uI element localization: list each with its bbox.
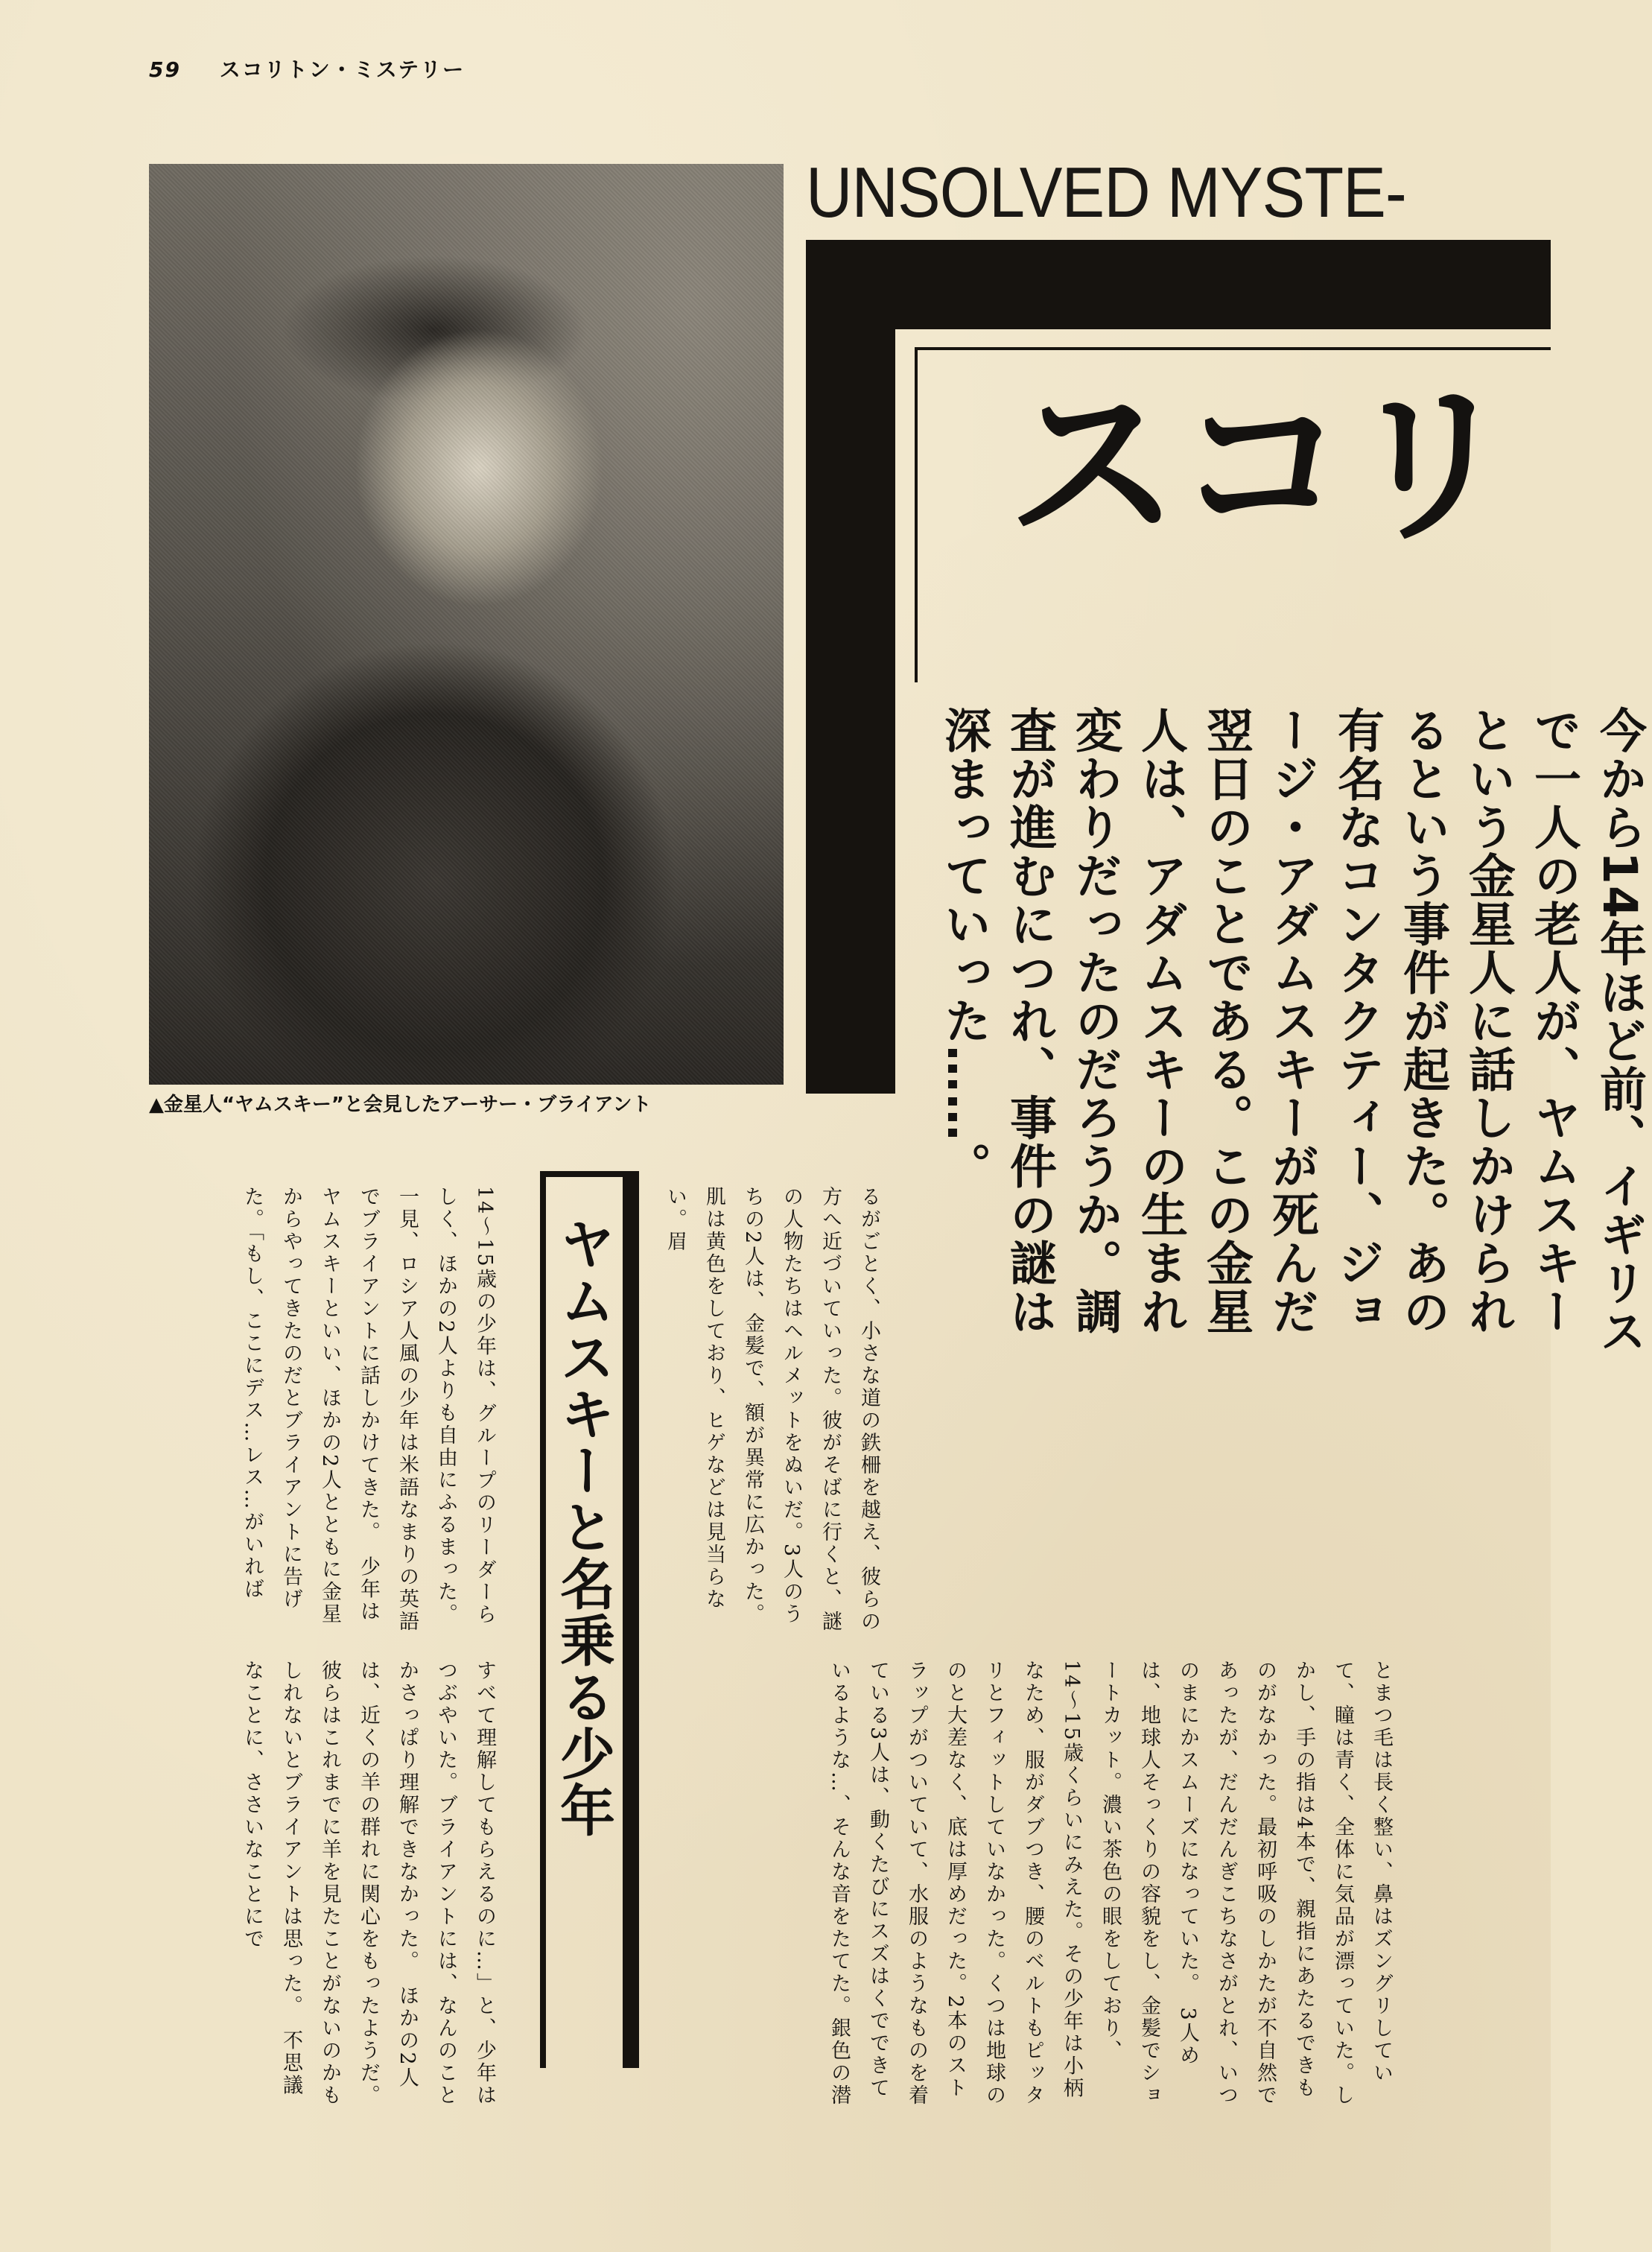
body-column-lower-left	[146, 1660, 503, 2107]
title-frame-horizontal	[806, 240, 1551, 329]
body-text-upper-left: 14〜15歳の少年は、グループのリーダーらしく、ほかの2人よりも自由にふるまった。一見、ロシア人風の少年は米語なまりの英語でブライアントに話しかけてきた。 少年はヤムスキーといい、ほかの2人とともに金星からやってきたのだとブライアントに告げた。「もし、ここにデス…レス…がいれば	[241, 1186, 496, 1633]
lead-paragraph: 今から14年ほど前、イギリスで一人の老人が、ヤムスキーという金星人に話しかけられるという事件が起きた。あの有名なコンタクティー、ジョージ・アダムスキーが死んだ翌日のことである。この金星人は、アダムスキーの生まれ変わりだったのだろうか。調査が進むにつれ、事件の謎は深まっていった……。	[937, 706, 1647, 1356]
body-text-lower-right: とまつ毛は長く整い、鼻はズングリしていて、瞳は青く、全体に気品が漂っていた。しかし、手の指は4本で、親指にあたるできものがなかった。最初呼吸のしかたが不自然であったが、だんだんぎこちなさがとれ、いつのまにかスムーズになっていた。 3人めは、地球人そっくりの容貌をし、金髪でショートカット。濃い茶色の眼をしており、14〜15歳くらいにみえた。その少年は小柄なため、服がダブつき、腰のベルトもピッタリとフィットしていなかった。くつは地球ののと大差なく、底は厚めだった。2本のストラップがついていて、水服のようなものを着ている3人は、動くたびにスズはくでできているような…、そんな音をたてた。銀色の潜	[827, 1660, 1393, 2107]
photo-grain	[149, 164, 784, 1085]
title-rule-horizontal	[915, 347, 1551, 350]
section-title: スコリトン・ミステリー	[219, 57, 466, 82]
body-column-lower-right	[655, 1660, 1400, 2107]
page-number: 59	[149, 57, 181, 82]
body-column-upper-left	[146, 1186, 503, 1633]
body-text-upper-right: るがごとく、小さな道の鉄柵を越え、彼らの方へ近づいていった。彼がそばに行くと、謎の人物たちはヘルメットをぬいだ。3人のうちの2人は、金髪で、額が異常に広かった。肌は黄色をしており、ヒゲなどは見当らない。眉	[664, 1186, 880, 1633]
english-title: UNSOLVED MYSTE-	[806, 153, 1406, 232]
body-text-lower-left: すべて理解してもらえるのに…」と、少年はつぶやいた。ブライアントには、なんのことかさっぱり理解できなかった。 ほかの2人は、近くの羊の群れに関心をもったようだ。彼らはこれまでに羊を見たことがないのかもしれないとブライアントは思った。 不思議なことに、ささいなことにで	[241, 1660, 496, 2107]
title-rule-vertical	[915, 347, 918, 682]
photo-caption: ▲金星人“ヤムスキー”と会見したアーサー・ブライアント	[149, 1094, 652, 1116]
title-frame-vertical	[806, 240, 895, 1094]
portrait-photo	[149, 164, 784, 1085]
subheading-bar	[623, 1171, 639, 2068]
japanese-title: スコリ	[1007, 366, 1513, 567]
page-header	[149, 54, 465, 83]
subheading: ヤムスキーと名乗る少年	[551, 1216, 615, 1839]
body-column-upper-right	[655, 1186, 888, 1633]
